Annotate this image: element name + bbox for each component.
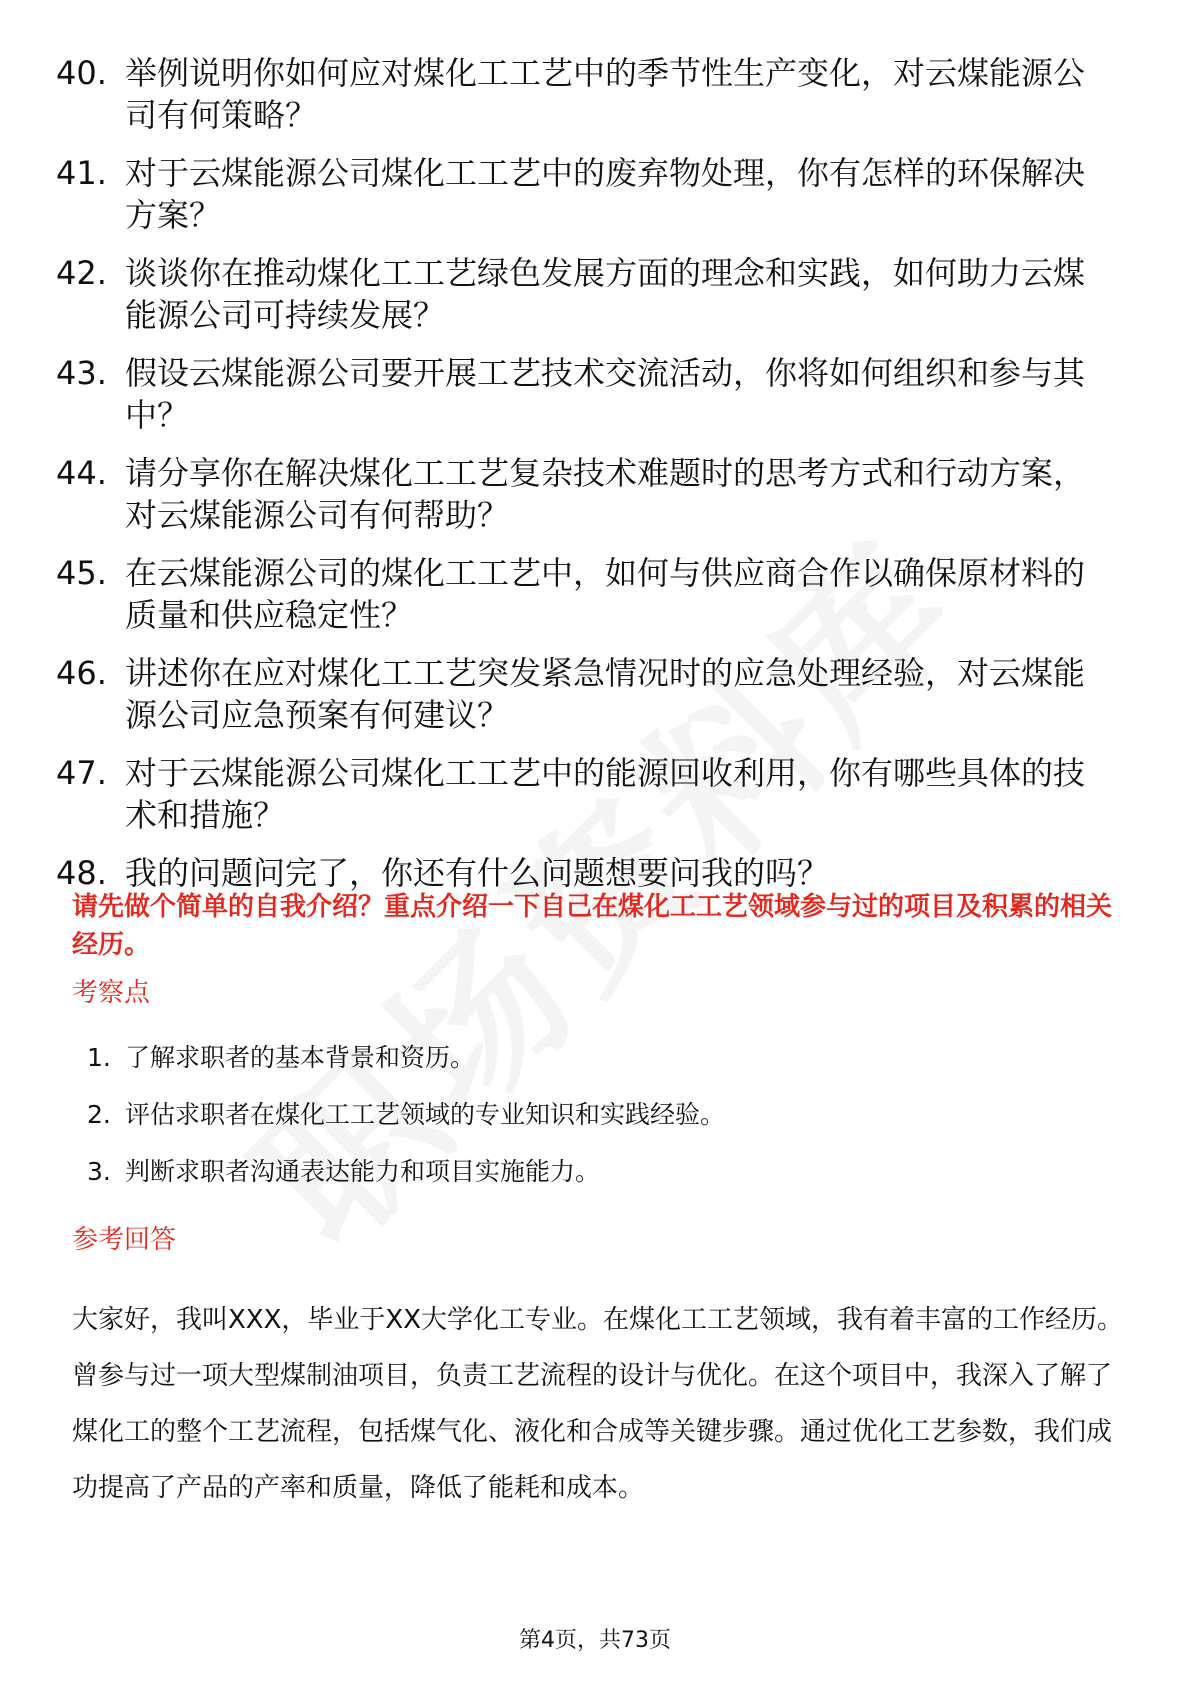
question-number: 45.	[56, 554, 107, 592]
question-text: 对于云煤能源公司煤化工工艺中的能源回收利用，你有哪些具体的技术和措施？	[125, 754, 1086, 834]
point-text: 了解求职者的基本背景和资历。	[125, 1043, 476, 1072]
question-text: 谈谈你在推动煤化工工艺绿色发展方面的理念和实践，如何助力云煤能源公司可持续发展？	[125, 254, 1086, 334]
section-title: 请先做个简单的自我介绍？重点介绍一下自己在煤化工工艺领域参与过的项目及积累的相关经历。	[72, 892, 1113, 960]
question-number: 43.	[56, 354, 107, 392]
question-number: 44.	[56, 454, 107, 492]
question-item	[0, 252, 1110, 336]
question-number: 40.	[56, 54, 107, 92]
question-item	[0, 752, 1110, 836]
question-text: 对于云煤能源公司煤化工工艺中的废弃物处理，你有怎样的环保解决方案？	[125, 154, 1086, 234]
question-number: 46.	[56, 654, 107, 692]
question-text: 假设云煤能源公司要开展工艺技术交流活动，你将如何组织和参与其中？	[125, 354, 1086, 434]
point-text: 判断求职者沟通表达能力和项目实施能力。	[125, 1157, 601, 1186]
question-number: 47.	[56, 754, 107, 792]
question-item	[0, 352, 1110, 436]
point-item	[0, 1040, 1190, 1097]
point-number: 1.	[87, 1043, 111, 1072]
point-item	[0, 1097, 1190, 1154]
question-text: 讲述你在应对煤化工工艺突发紧急情况时的应急处理经验，对云煤能源公司应急预案有何建议？	[125, 654, 1086, 734]
point-number: 3.	[87, 1157, 111, 1186]
point-item	[0, 1154, 1190, 1211]
question-number: 42.	[56, 254, 107, 292]
answer-paragraph: 大家好，我叫XXX，毕业于XX大学化工专业。在煤化工工艺领域，我有着丰富的工作经历。曾参与过一项大型煤制油项目，负责工艺流程的设计与优化。在这个项目中，我深入了解了煤化工的整个工艺流程，包括煤气化、液化和合成等关键步骤。通过优化工艺参数，我们成功提高了产品的产率和质量，降低了能耗和成本。	[72, 1305, 1124, 1503]
question-item	[0, 452, 1110, 536]
question-number: 48.	[56, 854, 107, 892]
question-item	[0, 152, 1110, 236]
question-text: 我的问题问完了，你还有什么问题想要问我的吗？	[125, 854, 830, 892]
page-footer: 第4页，共73页	[519, 1628, 671, 1653]
question-item	[0, 552, 1110, 636]
question-list	[0, 52, 1190, 910]
question-text: 举例说明你如何应对煤化工工艺中的季节性生产变化，对云煤能源公司有何策略？	[125, 54, 1086, 134]
question-item	[0, 52, 1110, 136]
point-text: 评估求职者在煤化工工艺领域的专业知识和实践经验。	[125, 1100, 726, 1129]
points-list	[0, 1040, 1190, 1211]
question-item	[0, 652, 1110, 736]
question-number: 41.	[56, 154, 107, 192]
points-heading: 考察点	[72, 978, 151, 1008]
question-text: 请分享你在解决煤化工工艺复杂技术难题时的思考方式和行动方案，对云煤能源公司有何帮助？	[125, 454, 1086, 534]
question-text: 在云煤能源公司的煤化工工艺中，如何与供应商合作以确保原材料的质量和供应稳定性？	[125, 554, 1086, 634]
answer-heading: 参考回答	[72, 1225, 177, 1255]
point-number: 2.	[87, 1100, 111, 1129]
